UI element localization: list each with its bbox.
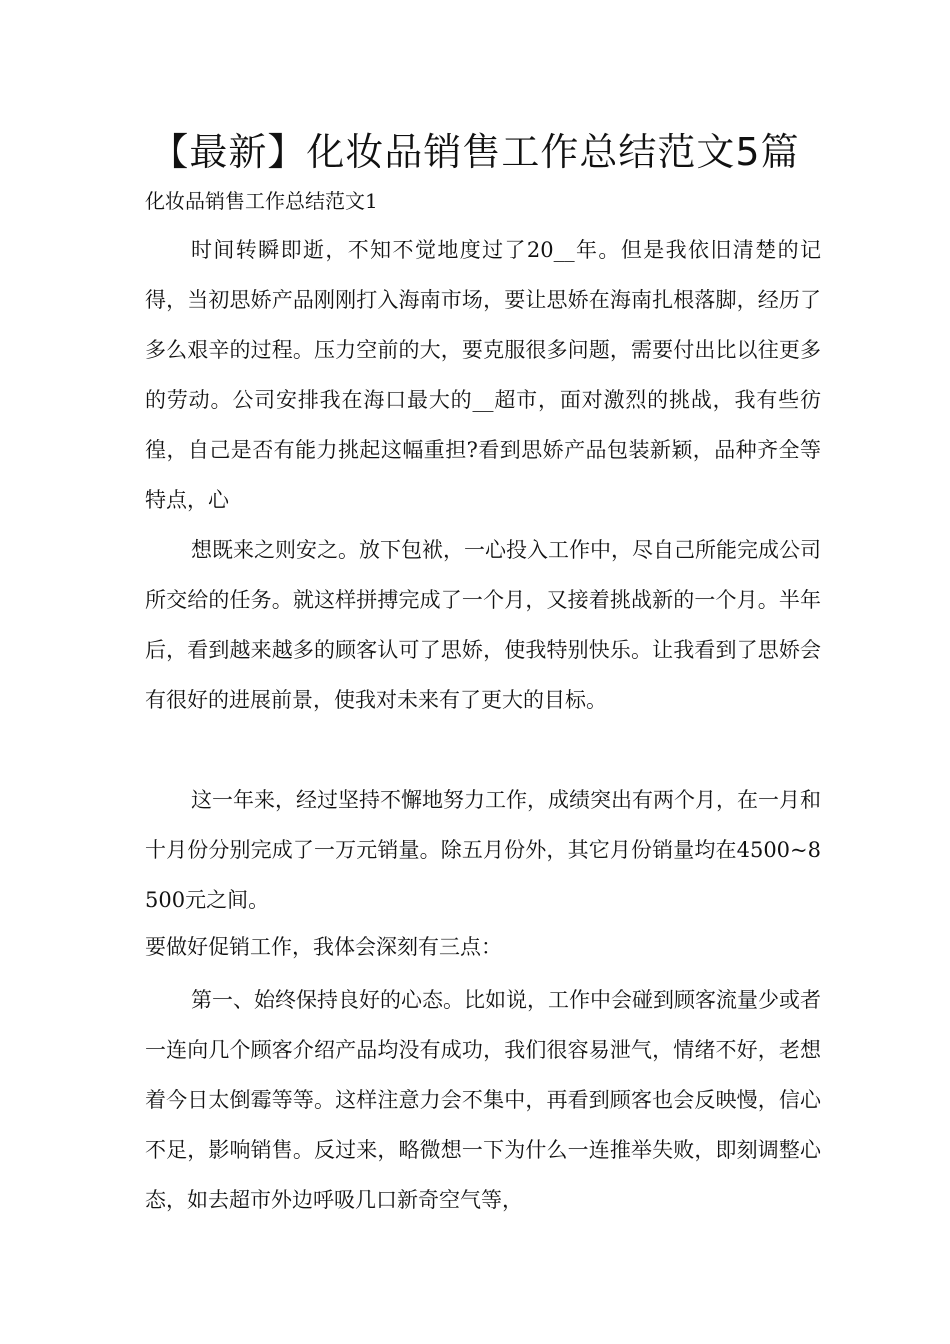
paragraph: 时间转瞬即逝，不知不觉地度过了20__年。但是我依旧清楚的记得，当初思娇产品刚刚打入海南市场，要让思娇在海南扎根落脚，经历了多么艰辛的过程。压力空前的大，要克服很多问题，需要付出比以往更多的劳动。公司安排我在海口最大的__超市，面对激烈的挑战，我有些彷徨，自己是否有能力挑起这幅重担?看到思娇产品包装新颖，品种齐全等特点，心 <box>145 238 821 512</box>
section-heading: 化妆品销售工作总结范文1 <box>145 189 378 213</box>
paragraph: 第一、始终保持良好的心态。比如说，工作中会碰到顾客流量少或者一连向几个顾客介绍产品均没有成功，我们很容易泄气，情绪不好，老想着今日太倒霉等等。这样注意力会不集中，再看到顾客也会反映慢，信心不足，影响销售。反过来，略微想一下为什么一连推举失败，即刻调整心态，如去超市外边呼吸几口新奇空气等， <box>145 988 821 1212</box>
paragraph: 要做好促销工作，我体会深刻有三点： <box>145 935 502 959</box>
paragraph: 这一年来，经过坚持不懈地努力工作，成绩突出有两个月，在一月和十月份分别完成了一万元销量。除五月份外，其它月份销量均在4500~8500元之间。 <box>145 788 821 912</box>
paragraph: 想既来之则安之。放下包袱，一心投入工作中，尽自己所能完成公司所交给的任务。就这样拼搏完成了一个月，又接着挑战新的一个月。半年后，看到越来越多的顾客认可了思娇，使我特别快乐。让我看到了思娇会有很好的进展前景，使我对未来有了更大的目标。 <box>145 538 821 712</box>
document-title: 【最新】化妆品销售工作总结范文5篇 <box>150 130 800 174</box>
